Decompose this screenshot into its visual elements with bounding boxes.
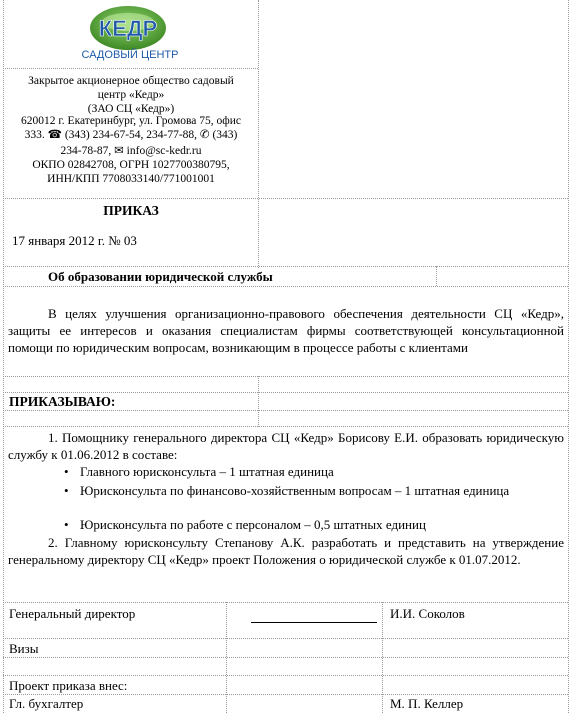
- grid-line: [3, 392, 568, 393]
- grid-line: [3, 198, 568, 199]
- grid-line: [3, 376, 568, 377]
- address-line: 234-78-87, ✉ info@sc-kedr.ru: [60, 145, 202, 157]
- order-item-2: 2. Главному юрисконсульту Степанову А.К. разработать и представить на утверждение генеральному директору СЦ «Кедр» проект Положения о юридической службе к 01.07.2012.: [8, 535, 564, 567]
- grid-line: [3, 410, 568, 411]
- address-line: ОКПО 02842708, ОГРН 1027700380795,: [32, 159, 230, 171]
- grid-line: [258, 0, 259, 268]
- company-logo: [78, 4, 188, 66]
- list-item: • Юрисконсульта по финансово-хозяйственным вопросам – 1 штатная единица: [60, 482, 564, 499]
- company-address: [6, 114, 256, 186]
- grid-line: [3, 0, 4, 713]
- visas-label: Визы: [9, 641, 39, 656]
- order-item-1: 1. Помощнику генерального директора СЦ «Кедр» Борисову Е.И. образовать юридическую службу к 01.06.2012 в составе:: [8, 430, 564, 462]
- grid-line: [3, 286, 568, 287]
- order-date-number: 17 января 2012 г. № 03: [12, 233, 137, 248]
- grid-line: [436, 266, 437, 286]
- staff-list-tail: [60, 516, 564, 533]
- address-line: 620012 г. Екатеринбург, ул. Громова 75, офис: [21, 115, 241, 127]
- company-line: центр «Кедр»: [97, 89, 165, 101]
- grid-line: [568, 0, 569, 713]
- address-line: ИНН/КПП 7708033140/771001001: [47, 173, 215, 185]
- order-title: ПРИКАЗ: [103, 203, 159, 218]
- logo-subtitle: САДОВЫЙ ЦЕНТР: [81, 49, 179, 61]
- list-item: • Юрисконсульта по работе с персоналом – 0,5 штатных единиц: [60, 516, 564, 533]
- order-word: ПРИКАЗЫВАЮ:: [9, 394, 116, 409]
- grid-line: [3, 266, 568, 267]
- grid-line: [258, 376, 259, 427]
- grid-line: [3, 426, 568, 427]
- grid-line: [3, 638, 568, 639]
- accountant-name: М. П. Келлер: [390, 696, 464, 711]
- grid-line: [3, 602, 568, 603]
- address-line: 333. ☎ (343) 234-67-54, 234-77-88, ✆ (343): [24, 129, 238, 141]
- staff-list: [60, 463, 564, 499]
- company-name: [6, 74, 256, 116]
- logo-emblem-icon: [78, 4, 188, 66]
- grid-line: [3, 68, 258, 69]
- order-preamble: В целях улучшения организационно-правового обеспечения деятельности СЦ «Кедр», защиты ее интересов и оказания специалистам фирмы соответствующей консультационной помощи по юридическим вопросам, возникающим в процессе работы с клиентами: [8, 306, 564, 355]
- company-line: (ЗАО СЦ «Кедр»): [87, 103, 175, 115]
- signature-line: [251, 622, 377, 623]
- company-line: Закрытое акционерное общество садовый: [28, 75, 234, 87]
- order-subject: Об образовании юридической службы: [48, 269, 273, 284]
- grid-line: [3, 694, 568, 695]
- accountant-label: Гл. бухгалтер: [9, 696, 84, 711]
- grid-line: [3, 657, 568, 658]
- draft-author-label: Проект приказа внес:: [9, 678, 128, 693]
- director-name: И.И. Соколов: [390, 606, 465, 621]
- logo-text: КЕДР: [98, 16, 158, 41]
- director-label: Генеральный директор: [9, 606, 136, 621]
- list-item: • Главного юрисконсульта – 1 штатная единица: [60, 463, 564, 480]
- grid-line: [3, 675, 568, 676]
